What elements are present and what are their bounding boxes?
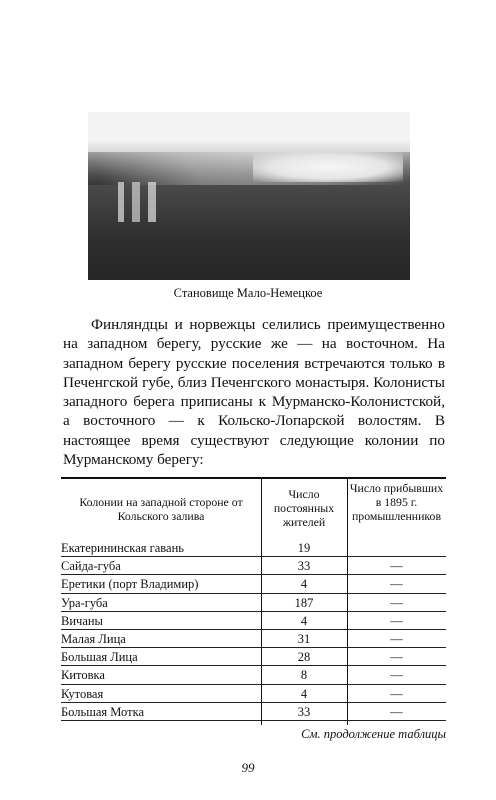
residents-cell: 31 [297, 631, 311, 646]
colony-name-cell: Вичаны [61, 613, 103, 628]
arrived-cell: — [390, 704, 403, 719]
arrived-cell: — [390, 668, 403, 683]
arrived-cell: — [390, 577, 403, 592]
table-body [61, 539, 446, 721]
table-row [61, 648, 446, 666]
residents-cell: 187 [294, 595, 314, 610]
row-rule [61, 720, 261, 721]
colony-name-cell: Екатерининская гавань [61, 541, 184, 555]
row-rule [261, 720, 347, 721]
table-row [61, 594, 446, 612]
body-paragraph [63, 315, 445, 469]
row-rule [347, 720, 446, 721]
table-row [61, 539, 446, 557]
colony-name-cell: Ура-губа [61, 595, 108, 610]
colony-name-cell: Китовка [61, 668, 105, 683]
arrived-cell: — [390, 686, 403, 701]
residents-cell: 33 [297, 704, 311, 719]
settlement-photo [88, 112, 410, 280]
residents-cell: 28 [297, 650, 311, 665]
table-continuation-note: См. продолжение таблицы [301, 727, 446, 741]
header-residents: Число постоянных жителей [273, 487, 335, 529]
colony-name-cell: Еретики (порт Владимир) [61, 577, 199, 592]
residents-cell: 19 [297, 541, 311, 555]
colony-name-cell: Малая Лица [61, 631, 126, 646]
table-row [61, 666, 446, 684]
page-number: 99 [241, 760, 255, 775]
table-row [61, 630, 446, 648]
table-row [61, 575, 446, 593]
arrived-cell: — [390, 631, 403, 646]
residents-cell: 4 [300, 613, 308, 628]
arrived-cell: — [390, 559, 403, 574]
residents-cell: 8 [300, 668, 308, 683]
arrived-cell: — [390, 613, 403, 628]
table-row [61, 557, 446, 575]
colony-name-cell: Кутовая [61, 686, 104, 701]
table-header [61, 479, 446, 539]
photo-water [253, 152, 403, 182]
header-arrived: Число прибывших в 1895 г. промышленников [349, 481, 444, 523]
table-row [61, 685, 446, 703]
table-row [61, 612, 446, 630]
colony-name-cell: Большая Лица [61, 650, 138, 665]
colony-name-cell: Большая Мотка [61, 704, 145, 719]
residents-cell: 4 [300, 686, 308, 701]
arrived-cell: — [390, 595, 403, 610]
colony-name-cell: Сайда-губа [61, 559, 121, 574]
residents-cell: 33 [297, 559, 311, 574]
photo-caption: Становище Мало-Немецкое [173, 286, 323, 300]
photo-houses [118, 182, 318, 222]
table-row [61, 703, 446, 721]
residents-cell: 4 [300, 577, 308, 592]
paragraph-text: Финляндцы и норвежцы селились преимущественно на западном берегу, русские же — на восточном. На западном берегу русские поселения встречаются только в Печенгской губе, близ Печенгского монастыря. Колонисты западного берега приписаны к Мурманско-Колонистской, а восточного — к Кольско-Лопарской волостям. В настоящее время существуют следующие колонии по Мурманскому берегу: [63, 316, 445, 469]
arrived-cell: — [390, 650, 403, 665]
header-colonies: Колонии на западной стороне от Кольского залива [79, 495, 243, 523]
